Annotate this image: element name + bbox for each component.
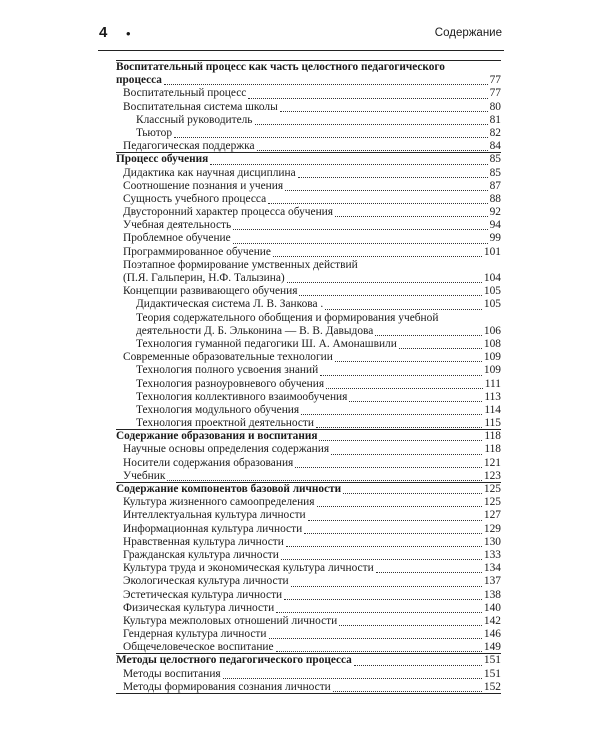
toc-page-number: 151	[483, 667, 501, 680]
toc-page-number: 151	[483, 654, 501, 667]
toc-entry-title: Носители содержания образования	[123, 456, 294, 469]
toc-page-number: 125	[483, 496, 501, 509]
toc-page-number: 84	[489, 140, 501, 153]
dot-leader	[339, 625, 482, 626]
toc-entry[interactable]	[116, 615, 501, 628]
dot-leader	[269, 638, 482, 639]
toc-page-number: 140	[483, 601, 501, 614]
toc-entry-title: Технология разноуровневого обучения	[136, 377, 325, 390]
toc-entry-title: деятельности Д. Б. Эльконина — В. В. Давыдова	[136, 324, 374, 337]
toc-page-number: 129	[483, 522, 501, 535]
toc-entry[interactable]	[116, 127, 501, 140]
toc-entry-title: Культура труда и экономическая культура личности	[123, 562, 374, 575]
toc-page-number: 105	[483, 285, 501, 298]
dot-leader	[285, 190, 488, 191]
page-number: 4	[99, 24, 108, 41]
section-divider	[116, 653, 501, 654]
toc-entry[interactable]	[116, 628, 501, 641]
toc-entry-title: Воспитательный процесс	[123, 87, 247, 100]
toc-section-entry[interactable]	[116, 61, 501, 74]
toc-page-number: 87	[489, 179, 501, 192]
toc-entry[interactable]	[116, 549, 501, 562]
dot-leader	[286, 546, 482, 547]
dot-leader	[308, 520, 482, 521]
dot-leader	[335, 361, 482, 362]
dot-leader	[233, 229, 488, 230]
dot-leader	[319, 440, 482, 441]
toc-entry-title: Концепции развивающего обучения	[123, 285, 298, 298]
dot-leader	[223, 678, 482, 679]
toc-entry[interactable]	[116, 312, 501, 325]
toc-page-number: 111	[484, 377, 501, 390]
toc-entry[interactable]	[116, 114, 501, 127]
toc-entry[interactable]	[116, 391, 501, 404]
toc-page-number: 101	[483, 245, 501, 258]
toc-entry-title: Технология модульного обучения	[136, 403, 300, 416]
toc-entry[interactable]	[116, 338, 501, 351]
toc-entry[interactable]	[116, 496, 501, 509]
toc-page-number: 125	[483, 483, 501, 495]
toc-entry[interactable]	[116, 536, 501, 549]
dot-leader	[304, 533, 482, 534]
table-of-contents	[116, 61, 501, 694]
dot-leader	[248, 98, 488, 99]
toc-entry-title: Содержание образования и воспитания	[116, 430, 318, 443]
toc-entry-title: Культура жизненного самоопределения	[123, 496, 315, 509]
dot-leader	[349, 401, 482, 402]
toc-entry-title: Двусторонний характер процесса обучения	[123, 206, 334, 219]
toc-entry-title: Физическая культура личности	[123, 601, 275, 614]
toc-page-number: 81	[489, 113, 501, 126]
toc-entry[interactable]	[116, 259, 501, 272]
toc-entry-title: Программированное обучение	[123, 245, 271, 258]
toc-entry-title: Классный руководитель	[136, 113, 253, 126]
toc-page-number: 108	[483, 337, 501, 350]
toc-page-number: 77	[489, 87, 501, 100]
toc-page-number: 85	[489, 166, 501, 179]
toc-entry[interactable]	[116, 285, 501, 298]
dot-leader	[295, 467, 482, 468]
toc-entry-title: Эстетическая культура личности	[123, 588, 283, 601]
toc-entry-title: Учебная деятельность	[123, 219, 232, 232]
toc-page-number: 82	[489, 126, 501, 139]
toc-entry[interactable]	[116, 509, 501, 522]
toc-entry-title: Гражданская культура личности	[123, 548, 279, 561]
toc-entry-title: Содержание компонентов базовой личности	[116, 483, 342, 495]
toc-page-number: 115	[484, 417, 501, 430]
toc-entry[interactable]	[116, 232, 501, 245]
toc-entry-title: Теория содержательного обобщения и формирования учебной	[136, 311, 439, 324]
toc-entry[interactable]	[116, 298, 501, 311]
toc-page-number: 152	[483, 680, 501, 693]
dot-leader	[325, 309, 482, 310]
dot-leader	[287, 282, 482, 283]
toc-page-number: 138	[483, 588, 501, 601]
toc-entry-title: Проблемное обучение	[123, 232, 231, 245]
toc-page-number: 127	[483, 509, 501, 522]
toc-entry-title: Дидактика как научная дисциплина	[123, 166, 296, 179]
dot-leader	[375, 335, 482, 336]
dot-leader	[343, 493, 482, 494]
section-divider	[116, 429, 501, 430]
toc-entry[interactable]	[116, 272, 501, 285]
toc-page-number: 104	[483, 272, 501, 284]
toc-entry[interactable]	[116, 443, 501, 456]
dot-leader	[320, 375, 482, 376]
toc-entry[interactable]	[116, 167, 501, 180]
toc-page-number: 94	[489, 219, 501, 232]
toc-entry-title: Соотношение познания и учения	[123, 179, 284, 192]
header-divider	[98, 50, 504, 51]
toc-entry[interactable]	[116, 404, 501, 417]
toc-page-number: 133	[483, 548, 501, 561]
toc-page-number: 88	[489, 192, 501, 205]
dot-leader	[376, 572, 482, 573]
dot-leader	[326, 388, 483, 389]
toc-section-entry[interactable]	[116, 74, 501, 87]
toc-entry[interactable]	[116, 246, 501, 259]
dot-leader	[255, 124, 488, 125]
toc-entry[interactable]	[116, 602, 501, 615]
dot-leader	[164, 84, 488, 85]
toc-page-number: 80	[489, 100, 501, 113]
toc-entry-title: Процесс обучения	[116, 153, 209, 166]
toc-page-number: 105	[483, 298, 501, 311]
toc-entry[interactable]	[116, 589, 501, 602]
toc-entry-title: Современные образовательные технологии	[123, 351, 333, 364]
dot-leader	[281, 559, 482, 560]
toc-entry-title: Нравственная культура личности	[123, 535, 284, 548]
toc-entry-title: Технология проектной деятельности	[136, 417, 314, 430]
dot-leader	[284, 599, 482, 600]
toc-entry-title: Научные основы определения содержания	[123, 443, 330, 456]
toc-entry[interactable]	[116, 87, 501, 100]
toc-page-number: 77	[489, 74, 501, 87]
toc-page-number: 85	[489, 153, 501, 166]
dot-leader	[299, 295, 482, 296]
toc-entry-title: Тьютор	[136, 126, 173, 139]
dot-leader	[280, 111, 488, 112]
dot-leader	[399, 348, 482, 349]
toc-entry-title: Методы формирования сознания личности	[123, 680, 331, 693]
toc-section-entry[interactable]	[116, 654, 501, 667]
toc-entry-title: (П.Я. Гальперин, Н.Ф. Талызина)	[123, 272, 285, 284]
toc-entry[interactable]	[116, 523, 501, 536]
dot-leader	[276, 612, 482, 613]
toc-entry[interactable]	[116, 457, 501, 470]
dot-leader	[233, 243, 488, 244]
section-divider	[116, 482, 501, 483]
toc-entry-title: Методы воспитания	[123, 667, 221, 680]
section-divider	[116, 152, 501, 153]
toc-page-number: 113	[484, 390, 501, 403]
toc-page-number: 99	[489, 232, 501, 245]
toc-entry-title: Гендерная культура личности	[123, 628, 267, 641]
dot-leader	[268, 203, 488, 204]
dot-leader	[354, 665, 482, 666]
toc-entry-title: Технология коллективного взаимообучения	[136, 390, 348, 403]
dot-leader	[257, 150, 488, 151]
toc-entry-title: Педагогическая поддержка	[123, 140, 255, 153]
toc-entry[interactable]	[116, 364, 501, 377]
toc-entry-title: Методы целостного педагогического процесса	[116, 654, 352, 667]
toc-page-number: 149	[483, 641, 501, 654]
toc-page-number: 106	[483, 324, 501, 337]
toc-entry[interactable]	[116, 681, 501, 694]
toc-entry-title: Информационная культура личности	[123, 522, 303, 535]
toc-page-number: 121	[483, 456, 501, 469]
toc-entry-title: Технология гуманной педагогики Ш. А. Амонашвили	[136, 337, 397, 350]
dot-leader	[335, 216, 488, 217]
toc-page-number: 118	[484, 443, 501, 456]
section-divider	[116, 693, 501, 694]
toc-entry[interactable]	[116, 378, 501, 391]
dot-leader	[298, 177, 488, 178]
toc-entry-title: Воспитательный процесс как часть целостного педагогического	[116, 61, 445, 73]
section-title: Содержание	[434, 27, 502, 39]
toc-section-entry[interactable]	[116, 483, 501, 496]
toc-entry[interactable]	[116, 101, 501, 114]
toc-section-entry[interactable]	[116, 153, 501, 166]
section-divider	[116, 60, 501, 61]
toc-entry-title: Технология полного усвоения знаний	[136, 364, 319, 377]
toc-entry-title: Интеллектуальная культура личности	[123, 509, 306, 522]
toc-entry-title: Воспитательная система школы	[123, 100, 278, 113]
dot-leader	[317, 506, 482, 507]
toc-entry[interactable]	[116, 575, 501, 588]
toc-entry-title: Экологическая культура личности	[123, 575, 289, 588]
toc-entry[interactable]	[116, 180, 501, 193]
dot-leader	[276, 651, 482, 652]
toc-entry[interactable]	[116, 351, 501, 364]
dot-leader	[331, 454, 482, 455]
toc-page-number: 109	[483, 351, 501, 364]
toc-page-number: 130	[483, 535, 501, 548]
toc-entry[interactable]	[116, 219, 501, 232]
toc-entry-title: Учебник	[123, 469, 166, 482]
toc-entry[interactable]	[116, 562, 501, 575]
toc-entry-title: Сущность учебного процесса	[123, 192, 267, 205]
toc-page-number: 142	[483, 614, 501, 627]
toc-entry[interactable]	[116, 668, 501, 681]
dot-leader	[174, 137, 488, 138]
toc-entry-title: процесса	[116, 74, 162, 87]
toc-entry[interactable]	[116, 193, 501, 206]
toc-page-number: 114	[484, 403, 501, 416]
dot-leader	[333, 691, 482, 692]
dot-leader	[316, 427, 482, 428]
toc-page-number: 123	[483, 469, 501, 482]
dot-leader	[167, 480, 482, 481]
dot-leader	[273, 256, 482, 257]
toc-page-number: 109	[483, 364, 501, 377]
toc-entry-title: Дидактическая система Л. В. Занкова .	[136, 298, 324, 311]
toc-page-number: 118	[484, 430, 501, 443]
toc-entry-title: Культура межполовых отношений личности	[123, 614, 338, 627]
toc-entry-title: Поэтапное формирование умственных действий	[123, 258, 358, 271]
toc-entry-title: Общечеловеческое воспитание	[123, 641, 274, 654]
dot-leader	[301, 414, 482, 415]
toc-entry[interactable]	[116, 325, 501, 338]
toc-entry[interactable]	[116, 206, 501, 219]
toc-page-number: 146	[483, 628, 501, 641]
toc-section-entry[interactable]	[116, 430, 501, 443]
toc-page-number: 92	[489, 206, 501, 219]
dot-leader	[291, 586, 482, 587]
toc-page-number: 137	[483, 575, 501, 588]
toc-page-number: 134	[483, 562, 501, 575]
dot-leader	[210, 164, 488, 165]
header-bullet: •	[126, 26, 131, 41]
